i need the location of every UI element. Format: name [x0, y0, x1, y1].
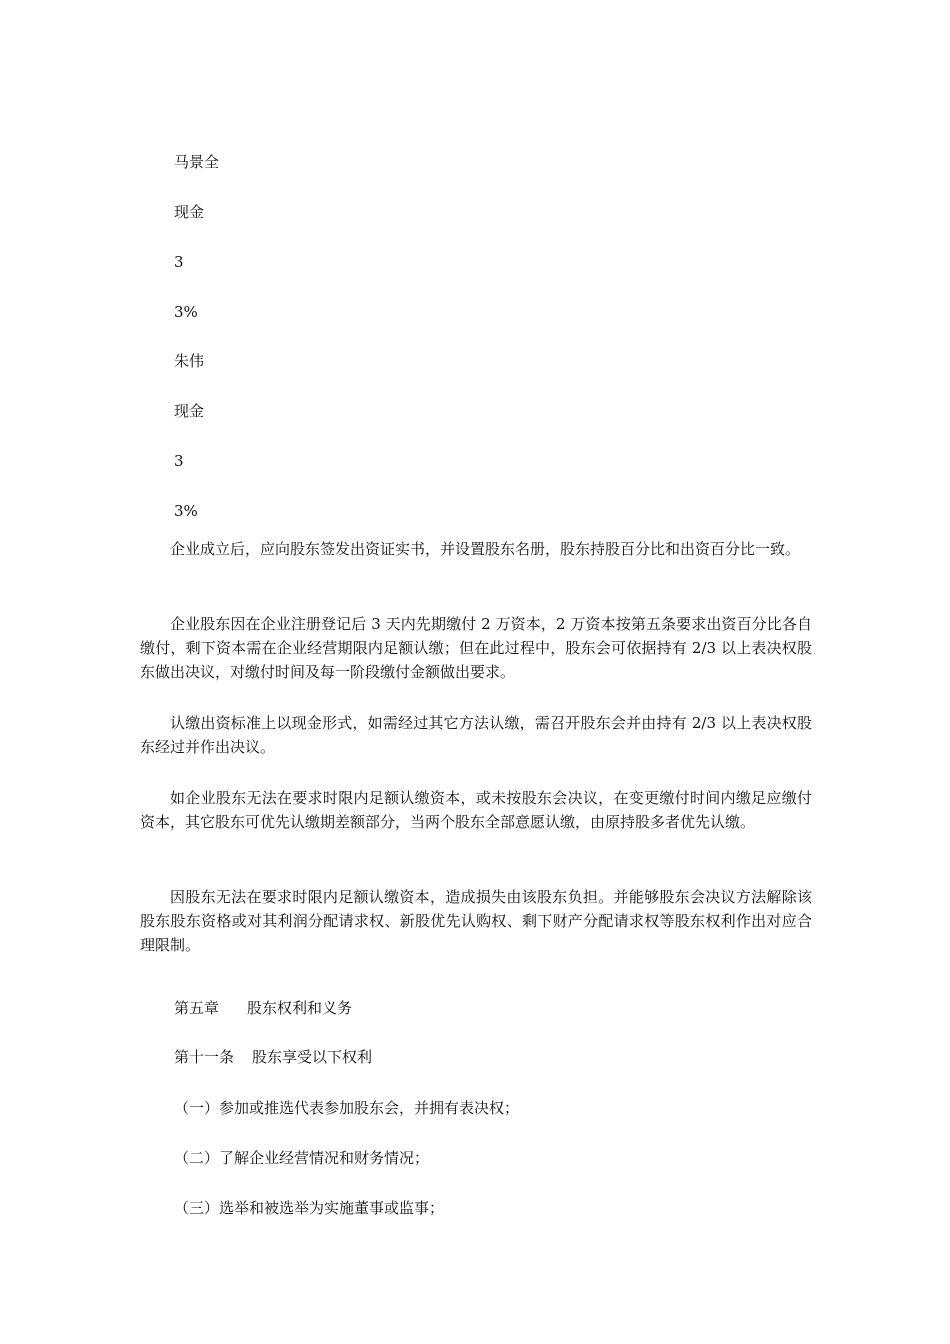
paragraph-certificate: 企业成立后，应向股东签发出资证实书，并设置股东名册，股东持股百分比和出资百分比一致。	[170, 540, 801, 558]
chapter-title: 股东权利和义务	[247, 999, 353, 1017]
contribution-method: 现金	[174, 203, 205, 221]
rights-list-item: （一）参加或推选代表参加股东会，并拥有表决权；	[174, 1099, 520, 1117]
article-number: 第十一条	[174, 1048, 235, 1066]
contribution-percent: 3%	[174, 303, 198, 321]
paragraph-payment-schedule: 企业股东因在企业注册登记后 3 天内先期缴付 2 万资本，2 万资本按第五条要求出资百分比各自缴付，剩下资本需在企业经营期限内足额认缴；但在此过程中，股东会可依据持有 2/3 以上表决权股东做出决议，对缴付时间及每一阶段缴付金额做出要求。	[140, 615, 812, 681]
article-heading	[174, 1047, 372, 1067]
article-title: 股东享受以下权利	[252, 1048, 373, 1066]
paragraph-priority-subscription: 如企业股东无法在要求时限内足额认缴资本，或未按股东会决议，在变更缴付时间内缴足应缴付资本，其它股东可优先认缴期差额部分，当两个股东全部意愿认缴，由原持股多者优先认缴。	[140, 789, 812, 831]
contribution-amount: 3	[174, 452, 184, 470]
chapter-heading	[174, 998, 352, 1018]
rights-list-item: （二）了解企业经营情况和财务情况；	[174, 1149, 430, 1167]
shareholder-name: 马景全	[174, 153, 220, 171]
shareholder-name: 朱伟	[174, 352, 205, 370]
paragraph-liability: 因股东无法在要求时限内足额认缴资本，造成损失由该股东负担。并能够股东会决议方法解除该股东股东资格或对其利润分配请求权、新股优先认购权、剩下财产分配请求权等股东权利作出对应合理限制。	[140, 888, 812, 954]
chapter-number: 第五章	[174, 999, 220, 1017]
rights-list-item: （三）选举和被选举为实施董事或监事；	[174, 1199, 445, 1217]
contribution-percent: 3%	[174, 502, 198, 520]
contribution-amount: 3	[174, 253, 184, 271]
contribution-method: 现金	[174, 402, 205, 420]
paragraph-contribution-form: 认缴出资标准上以现金形式，如需经过其它方法认缴，需召开股东会并由持有 2/3 以上表决权股东经过并作出决议。	[140, 714, 812, 756]
